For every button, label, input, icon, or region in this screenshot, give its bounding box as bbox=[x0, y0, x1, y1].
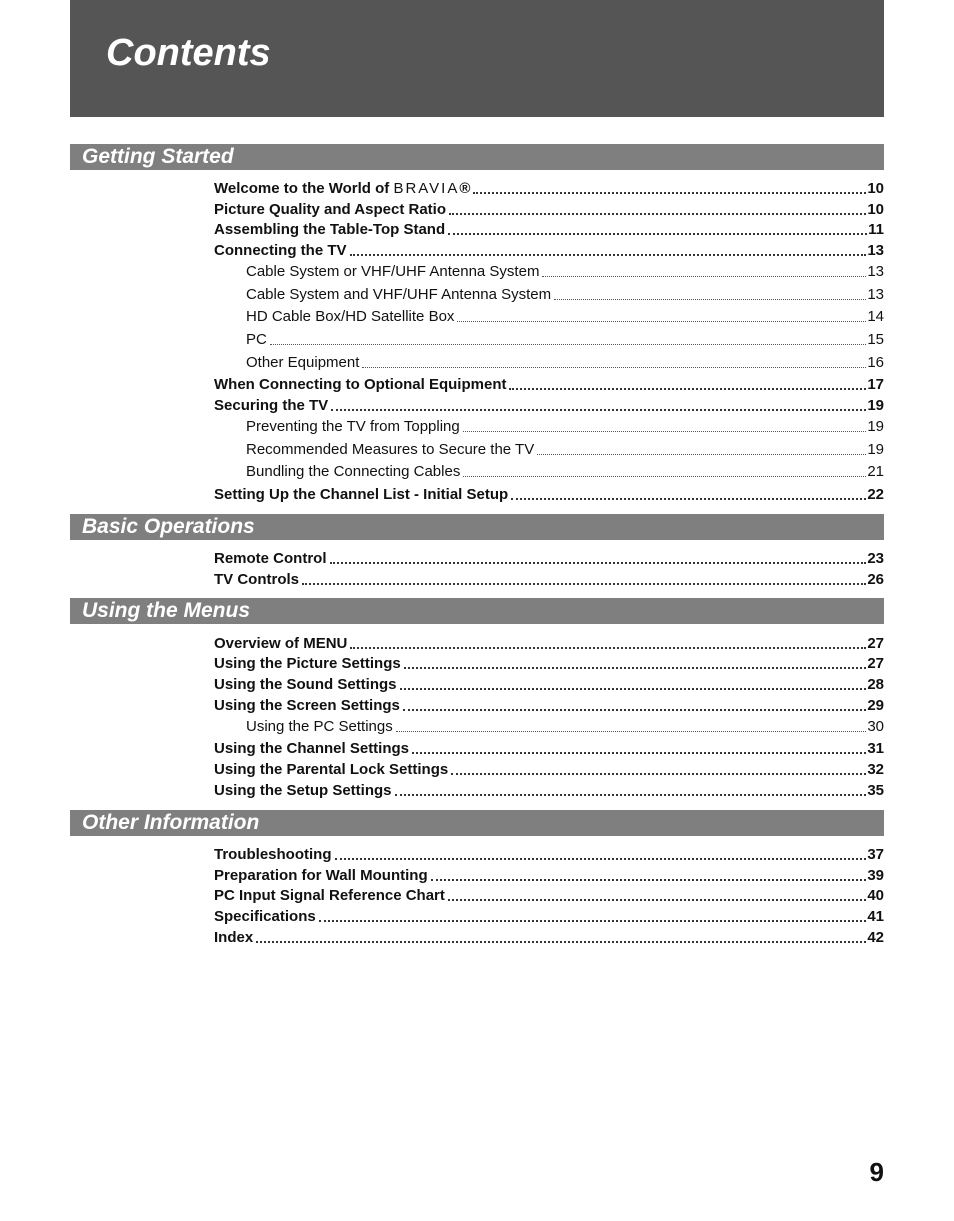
toc-entry-channel-settings[interactable] bbox=[214, 738, 884, 759]
toc-page-number: 19 bbox=[867, 441, 884, 458]
dot-leader bbox=[463, 475, 866, 477]
toc-entry-overview-menu[interactable] bbox=[214, 633, 884, 654]
toc-page-number: 27 bbox=[867, 655, 884, 672]
toc-entry-title: Bundling the Connecting Cables bbox=[246, 463, 461, 480]
toc-page-number: 17 bbox=[867, 376, 884, 393]
toc-subentry-recommended-measures[interactable] bbox=[246, 439, 884, 460]
toc-page-number: 22 bbox=[867, 486, 884, 503]
toc-page-number: 15 bbox=[867, 331, 884, 348]
toc-page-number: 13 bbox=[867, 263, 884, 280]
dot-leader bbox=[330, 561, 867, 564]
toc-entry-title: Preventing the TV from Toppling bbox=[246, 418, 460, 435]
toc-page-number: 27 bbox=[867, 635, 884, 652]
dot-leader bbox=[457, 320, 866, 322]
toc-page-number: 37 bbox=[867, 846, 884, 863]
dot-leader bbox=[449, 212, 866, 215]
dot-leader bbox=[395, 793, 867, 796]
dot-leader bbox=[509, 387, 866, 390]
dot-leader bbox=[554, 298, 866, 300]
dot-leader bbox=[350, 253, 867, 256]
dot-leader bbox=[350, 646, 866, 649]
toc-subentry-cable-or-antenna[interactable] bbox=[246, 261, 884, 282]
toc-entry-title: Connecting the TV bbox=[214, 242, 347, 259]
toc-entry-title: Using the Picture Settings bbox=[214, 655, 401, 672]
toc-entry-parental-lock[interactable] bbox=[214, 759, 884, 780]
toc-entry-picture-settings[interactable] bbox=[214, 653, 884, 674]
toc-entry-title: Troubleshooting bbox=[214, 846, 332, 863]
dot-leader bbox=[335, 857, 867, 860]
toc-entry-securing-tv[interactable] bbox=[214, 395, 884, 416]
toc-page-number: 30 bbox=[867, 718, 884, 735]
dot-leader bbox=[542, 275, 866, 277]
toc-page-number: 19 bbox=[867, 418, 884, 435]
toc-page-number: 26 bbox=[867, 571, 884, 588]
dot-leader bbox=[473, 191, 866, 194]
toc-entry-title: Other Equipment bbox=[246, 354, 360, 371]
toc-page-number: 28 bbox=[867, 676, 884, 693]
toc-entry-title: Remote Control bbox=[214, 550, 327, 567]
toc-entry-channel-list-setup[interactable] bbox=[214, 484, 884, 505]
dot-leader bbox=[404, 666, 867, 669]
toc-entry-screen-settings[interactable] bbox=[214, 695, 884, 716]
toc-page-number: 40 bbox=[867, 887, 884, 904]
toc-page-number: 21 bbox=[867, 463, 884, 480]
toc-page-number: 13 bbox=[867, 286, 884, 303]
dot-leader bbox=[403, 708, 866, 711]
toc-entry-title: Using the Screen Settings bbox=[214, 697, 400, 714]
toc-entry-title: Using the Channel Settings bbox=[214, 740, 410, 757]
toc-subentry-hd-cable-box[interactable] bbox=[246, 306, 884, 327]
toc-entry-index[interactable] bbox=[214, 927, 884, 948]
toc-page-number: 14 bbox=[867, 308, 884, 325]
toc-page-number: 19 bbox=[867, 397, 884, 414]
dot-leader bbox=[537, 453, 866, 455]
toc-page-number: 41 bbox=[867, 908, 884, 925]
page-title: Contents bbox=[106, 32, 271, 74]
title-banner bbox=[70, 0, 884, 117]
toc-entry-troubleshooting[interactable] bbox=[214, 844, 884, 865]
toc-entry-sound-settings[interactable] bbox=[214, 674, 884, 695]
toc-page-number: 13 bbox=[867, 242, 884, 259]
dot-leader bbox=[396, 730, 867, 732]
toc-entry-title: Using the Setup Settings bbox=[214, 782, 392, 799]
toc-entry-table-top-stand[interactable] bbox=[214, 219, 884, 240]
toc-entry-remote-control[interactable] bbox=[214, 548, 884, 569]
section-header-using-the-menus bbox=[70, 598, 884, 624]
toc-entry-specifications[interactable] bbox=[214, 906, 884, 927]
toc-entry-title: PC Input Signal Reference Chart bbox=[214, 887, 445, 904]
toc-entry-title: Using the Parental Lock Settings bbox=[214, 761, 449, 778]
toc-subentry-bundling-cables[interactable] bbox=[246, 461, 884, 482]
toc-entry-title: PC bbox=[246, 331, 267, 348]
toc-subentry-cable-and-antenna[interactable] bbox=[246, 284, 884, 305]
dot-leader bbox=[256, 940, 866, 943]
dot-leader bbox=[463, 430, 867, 432]
toc-entry-title: Index bbox=[214, 929, 254, 946]
dot-leader bbox=[511, 497, 866, 500]
section-header-other-information bbox=[70, 810, 884, 836]
dot-leader bbox=[431, 878, 867, 881]
toc-entry-title: HD Cable Box/HD Satellite Box bbox=[246, 308, 455, 325]
section-header-getting-started bbox=[70, 144, 884, 170]
section-heading: Getting Started bbox=[82, 145, 234, 168]
toc-entry-title: Using the PC Settings bbox=[246, 718, 393, 735]
section-heading: Using the Menus bbox=[82, 599, 251, 622]
toc-page-number: 32 bbox=[867, 761, 884, 778]
toc-entry-title: Cable System and VHF/UHF Antenna System bbox=[246, 286, 552, 303]
toc-entry-title: Overview of MENU bbox=[214, 635, 348, 652]
dot-leader bbox=[331, 408, 866, 411]
section-heading: Basic Operations bbox=[82, 515, 255, 538]
toc-subentry-pc-settings[interactable] bbox=[246, 716, 884, 737]
dot-leader bbox=[319, 919, 867, 922]
toc-entry-wall-mounting[interactable] bbox=[214, 865, 884, 886]
toc-subentry-pc[interactable] bbox=[246, 329, 884, 350]
toc-entry-connecting-tv[interactable] bbox=[214, 240, 884, 261]
toc-entry-welcome[interactable] bbox=[214, 178, 884, 199]
dot-leader bbox=[400, 687, 867, 690]
toc-page-number: 42 bbox=[867, 929, 884, 946]
toc-page-number: 35 bbox=[867, 782, 884, 799]
toc-entry-title: Preparation for Wall Mounting bbox=[214, 867, 428, 884]
toc-entry-title: When Connecting to Optional Equipment bbox=[214, 376, 507, 393]
toc-entry-tv-controls[interactable] bbox=[214, 569, 884, 590]
toc-subentry-other-equipment[interactable] bbox=[246, 352, 884, 373]
dot-leader bbox=[451, 772, 866, 775]
toc-entry-title: Setting Up the Channel List - Initial Setup bbox=[214, 486, 509, 503]
dot-leader bbox=[302, 582, 866, 585]
toc-entry-pc-input-chart[interactable] bbox=[214, 885, 884, 906]
toc-page-number: 10 bbox=[867, 201, 884, 218]
toc-entry-optional-equipment[interactable] bbox=[214, 374, 884, 395]
dot-leader bbox=[412, 751, 866, 754]
dot-leader bbox=[362, 366, 866, 368]
toc-entry-title: Picture Quality and Aspect Ratio bbox=[214, 201, 446, 218]
toc-entry-setup-settings[interactable] bbox=[214, 780, 884, 801]
dot-leader bbox=[448, 898, 866, 901]
toc-page-number: 39 bbox=[867, 867, 884, 884]
toc-entry-title: Assembling the Table-Top Stand bbox=[214, 221, 446, 238]
toc-page-number: 29 bbox=[867, 697, 884, 714]
dot-leader bbox=[270, 343, 866, 345]
toc-page-number: 11 bbox=[868, 221, 884, 238]
toc-entry-title: Welcome to the World of BRAVIA® bbox=[214, 180, 471, 197]
toc-entry-title: Securing the TV bbox=[214, 397, 329, 414]
toc-page-number: 16 bbox=[867, 354, 884, 371]
section-heading: Other Information bbox=[82, 811, 260, 834]
toc-entry-title: Specifications bbox=[214, 908, 316, 925]
toc-page-number: 10 bbox=[867, 180, 884, 197]
toc-entry-title: TV Controls bbox=[214, 571, 299, 588]
toc-subentry-preventing-toppling[interactable] bbox=[246, 416, 884, 437]
toc-entry-title: Cable System or VHF/UHF Antenna System bbox=[246, 263, 540, 280]
toc-page-number: 23 bbox=[867, 550, 884, 567]
toc-entry-title: Recommended Measures to Secure the TV bbox=[246, 441, 535, 458]
toc-page-number: 31 bbox=[867, 740, 884, 757]
toc-entry-picture-quality[interactable] bbox=[214, 199, 884, 220]
toc-entry-title: Using the Sound Settings bbox=[214, 676, 397, 693]
page-number: 9 bbox=[869, 1157, 884, 1187]
bravia-logo: BRAVIA bbox=[393, 180, 460, 197]
dot-leader bbox=[448, 232, 867, 235]
section-header-basic-operations bbox=[70, 514, 884, 540]
